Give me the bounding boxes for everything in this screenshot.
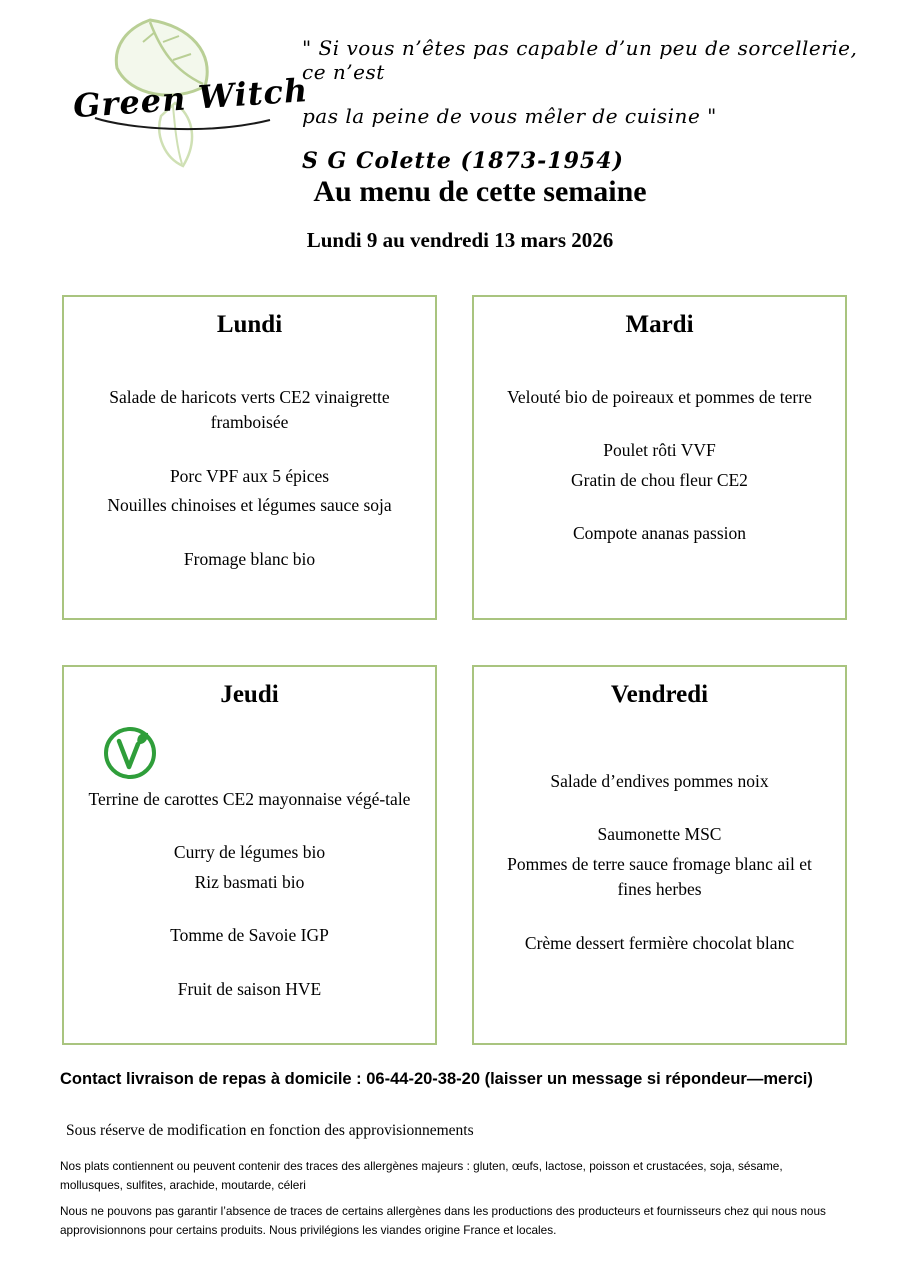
dish: Velouté bio de poireaux et pommes de terre — [507, 387, 812, 407]
page-title: Au menu de cette semaine — [313, 175, 647, 208]
day-card-jeudi — [62, 665, 437, 1045]
dish: Compote ananas passion — [572, 523, 747, 544]
dish: Gratin de chou fleur CE2 — [571, 469, 748, 490]
day-card-lundi — [62, 295, 437, 620]
day-title: Jeudi — [220, 681, 279, 708]
brand-name: Green Witch — [71, 70, 310, 126]
dish: Poulet rôti VVF — [603, 440, 716, 461]
dish: Tomme de Savoie IGP — [170, 925, 329, 946]
dish: Riz basmati bio — [194, 871, 305, 892]
day-card-mardi — [472, 295, 847, 620]
dish: Crème dessert fermière chocolat blanc — [524, 932, 795, 953]
vegan-v-icon — [102, 725, 158, 781]
dish: Saumonette MSC — [597, 824, 722, 845]
dish: Porc VPF aux 5 épices — [169, 465, 330, 486]
contact-line: Contact livraison de repas à domicile : 06-44-20-38-20 (laisser un message si répondeur—merci) — [60, 1070, 813, 1088]
dish: Terrine de carottes CE2 mayonnaise végé-tale — [88, 789, 411, 809]
day-title: Mardi — [625, 311, 694, 338]
quote-block — [302, 36, 862, 174]
quote-line-1: " Si vous n’êtes pas capable d’un peu de sorcellerie, ce n’est — [302, 36, 858, 84]
modification-note: Sous réserve de modification en fonction des approvisionnements — [66, 1122, 474, 1139]
dish: Salade d’endives pommes noix — [550, 771, 769, 791]
allergens-paragraph-2: Nous ne pouvons pas garantir l’absence de traces de certains allergènes dans les productions des producteurs et fournisseurs chez qui nous nous approvisionnons pour certains produits. Nous privilégions les viandes origine France et locales. — [60, 1204, 826, 1238]
dish: Fromage blanc bio — [183, 548, 316, 569]
quote-line-2: pas la peine de vous mêler de cuisine " — [302, 104, 717, 128]
allergens-paragraph-1: Nos plats contiennent ou peuvent contenir des traces des allergènes majeurs : gluten, œufs, lactose, poisson et crustacées, soja, sésame, mollusques, sulfites, arachide, moutarde, céleri — [60, 1159, 783, 1193]
dish: Fruit de saison HVE — [177, 978, 322, 999]
vegan-badge — [102, 725, 417, 783]
dish: Pommes de terre sauce fromage blanc ail et fines herbes — [507, 853, 812, 900]
day-title: Lundi — [216, 311, 283, 338]
day-title: Vendredi — [610, 681, 709, 708]
day-card-vendredi — [472, 665, 847, 1045]
dish: Salade de haricots verts CE2 vinaigrette framboisée — [109, 387, 390, 433]
dish: Curry de légumes bio — [173, 842, 326, 863]
dish: Nouilles chinoises et légumes sauce soja — [107, 495, 392, 516]
date-range: Lundi 9 au vendredi 13 mars 2026 — [306, 228, 614, 252]
logo — [55, 8, 310, 173]
quote-attribution: S G Colette (1873-1954) — [302, 148, 624, 174]
